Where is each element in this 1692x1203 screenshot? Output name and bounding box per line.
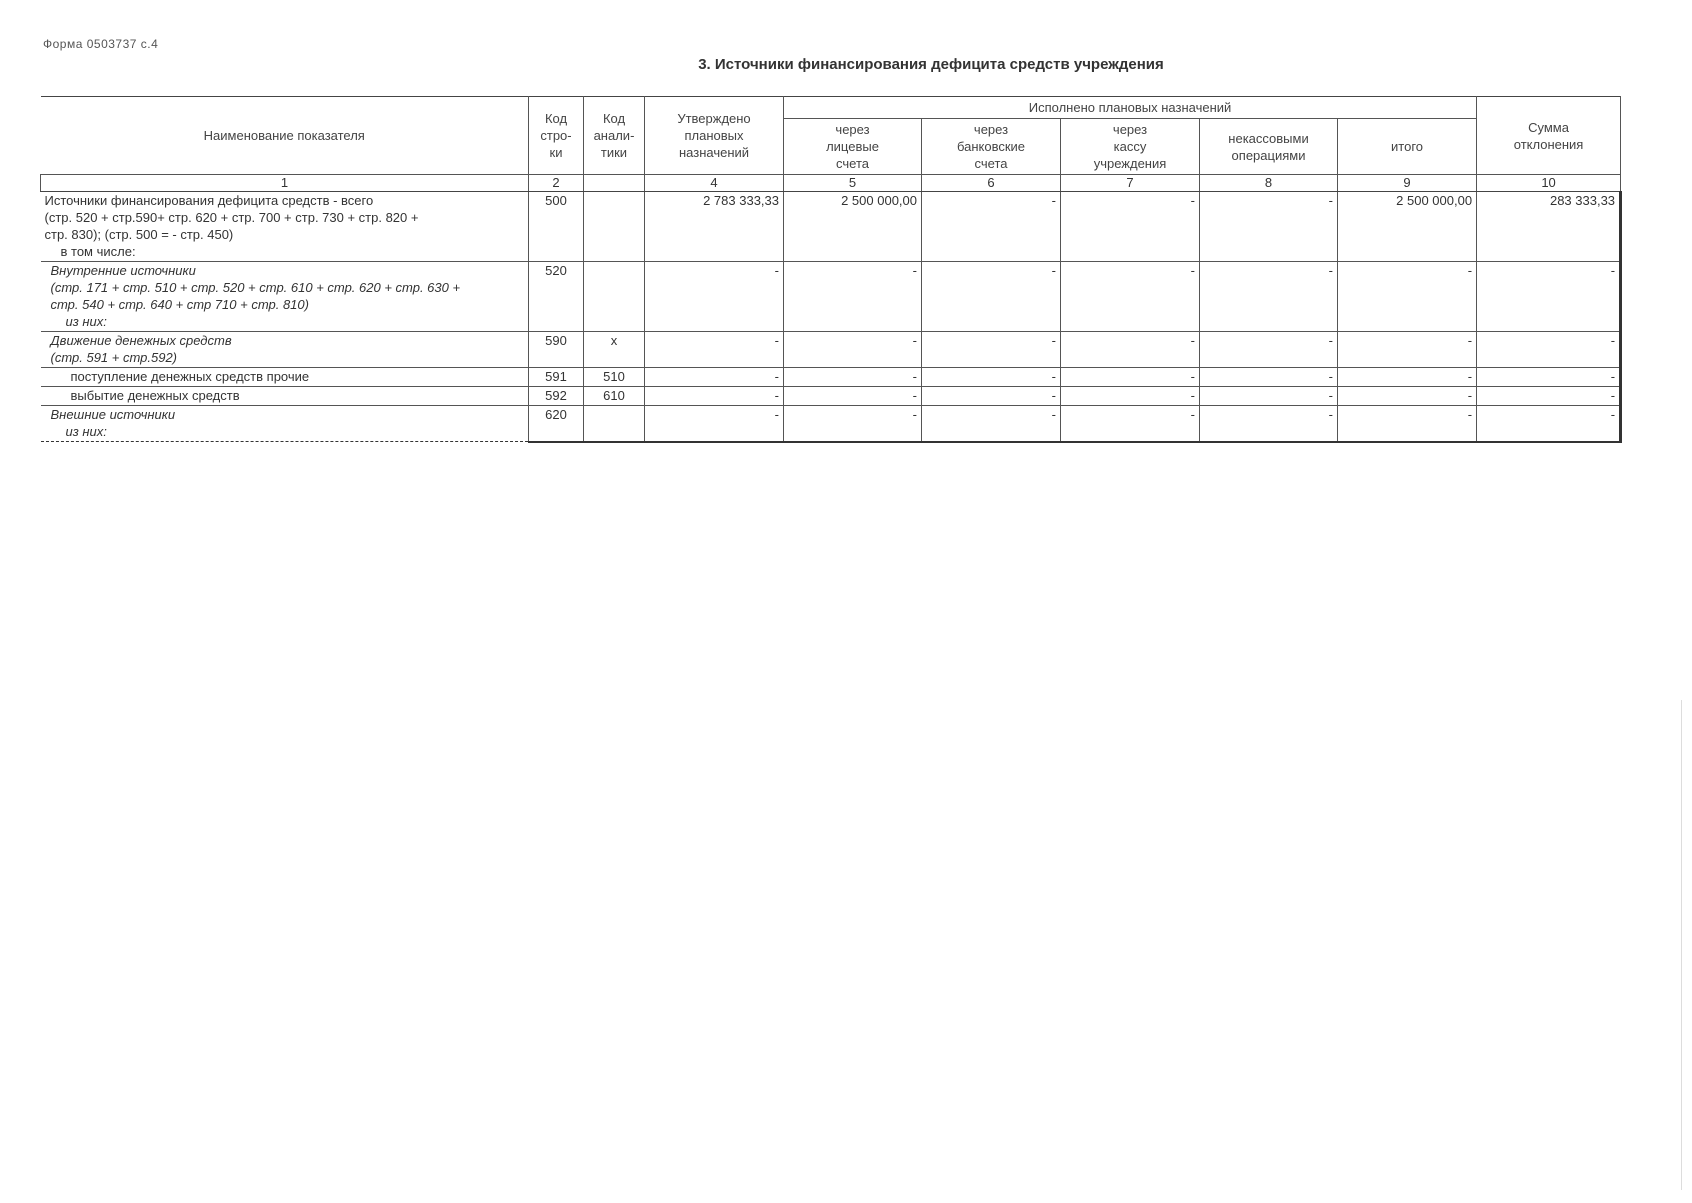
header-via-bank-line: счета	[974, 156, 1008, 171]
value-approved: 2 783 333,33	[645, 192, 784, 262]
row-code: 620	[529, 406, 584, 442]
column-number: 1	[41, 175, 529, 192]
value-via-cash: -	[1061, 406, 1200, 442]
row-name-line: стр. 830); (стр. 500 = - стр. 450)	[44, 227, 234, 242]
row-name	[41, 262, 529, 332]
row-name-line: поступление денежных средств прочие	[70, 369, 310, 384]
header-approved-line: Утверждено	[677, 111, 751, 126]
header-via-personal-accounts	[784, 119, 922, 175]
value-non-cash: -	[1200, 192, 1338, 262]
header-non-cash-line: операциями	[1231, 147, 1306, 163]
value-deviation: -	[1477, 332, 1621, 368]
row-analytic	[584, 192, 645, 262]
row-analytic: x	[584, 332, 645, 368]
value-via-cash: -	[1061, 262, 1200, 332]
table-row	[41, 262, 1621, 332]
header-analytic-code-line: тики	[600, 145, 628, 160]
header-via-cash-line: через	[1112, 122, 1148, 137]
row-name-line: Внутренние источники	[50, 263, 196, 278]
value-approved: -	[645, 387, 784, 406]
column-number: 7	[1061, 175, 1200, 192]
value-via-bank: -	[922, 192, 1061, 262]
column-number	[584, 175, 645, 192]
column-number: 4	[645, 175, 784, 192]
row-analytic	[584, 406, 645, 442]
financing-sources-table	[40, 96, 1622, 443]
value-approved: -	[645, 262, 784, 332]
value-total: 2 500 000,00	[1338, 192, 1477, 262]
header-total: итого	[1338, 119, 1477, 175]
row-name-line: (стр. 591 + стр.592)	[50, 350, 178, 365]
table-row	[41, 387, 1621, 406]
header-via-cash-line: учреждения	[1093, 156, 1167, 171]
value-total: -	[1338, 387, 1477, 406]
row-name	[41, 332, 529, 368]
header-non-cash-operations	[1200, 119, 1338, 175]
value-total: -	[1338, 368, 1477, 387]
value-deviation: -	[1477, 262, 1621, 332]
header-via-cash-desk	[1061, 119, 1200, 175]
header-row-1	[41, 97, 1621, 119]
row-code: 592	[529, 387, 584, 406]
header-analytic-code-line: анали-	[593, 128, 635, 143]
value-non-cash: -	[1200, 368, 1338, 387]
header-via-personal-line: лицевые	[826, 139, 879, 154]
row-code: 500	[529, 192, 584, 262]
row-name-line: выбытие денежных средств	[70, 388, 240, 403]
scan-edge-line	[1681, 700, 1682, 1190]
row-name-line: (стр. 171 + стр. 510 + стр. 520 + стр. 610 + стр. 620 + стр. 630 +	[50, 280, 461, 295]
table-row	[41, 332, 1621, 368]
value-total: -	[1338, 332, 1477, 368]
row-code: 591	[529, 368, 584, 387]
value-via-cash: -	[1061, 332, 1200, 368]
value-via-personal: -	[784, 387, 922, 406]
table-row	[41, 406, 1621, 442]
value-via-bank: -	[922, 262, 1061, 332]
value-via-bank: -	[922, 406, 1061, 442]
value-deviation: 283 333,33	[1477, 192, 1621, 262]
table-row	[41, 368, 1621, 387]
row-analytic	[584, 262, 645, 332]
header-via-bank-line: банковские	[956, 139, 1026, 154]
form-number-label: Форма 0503737 с.4	[43, 37, 159, 51]
column-number: 10	[1477, 175, 1621, 192]
value-via-cash: -	[1061, 192, 1200, 262]
row-name	[41, 387, 529, 406]
header-analytic-code-line: Код	[602, 111, 626, 126]
row-name-line: (стр. 520 + стр.590+ стр. 620 + стр. 700 + стр. 730 + стр. 820 +	[44, 210, 419, 225]
value-deviation: -	[1477, 406, 1621, 442]
value-non-cash: -	[1200, 406, 1338, 442]
value-non-cash: -	[1200, 387, 1338, 406]
header-executed-group: Исполнено плановых назначений	[784, 97, 1477, 119]
header-row-code-line: стро-	[540, 128, 572, 143]
column-number: 6	[922, 175, 1061, 192]
header-via-bank-accounts	[922, 119, 1061, 175]
value-via-personal: 2 500 000,00	[784, 192, 922, 262]
column-number: 8	[1200, 175, 1338, 192]
header-non-cash-line: некассовыми	[1228, 130, 1309, 146]
row-name-line: в том числе:	[60, 244, 136, 259]
row-name-line: из них:	[65, 314, 107, 329]
row-name	[41, 406, 529, 442]
header-row-code	[529, 97, 584, 175]
value-via-bank: -	[922, 332, 1061, 368]
header-approved	[645, 97, 784, 175]
header-via-bank-line: через	[973, 122, 1009, 137]
column-number: 5	[784, 175, 922, 192]
table-row	[41, 192, 1621, 262]
row-name-line: Движение денежных средств	[50, 333, 232, 348]
section-title: 3. Источники финансирования дефицита средств учреждения	[698, 56, 1164, 73]
row-code: 590	[529, 332, 584, 368]
header-indicator-name: Наименование показателя	[41, 97, 529, 175]
value-via-bank: -	[922, 387, 1061, 406]
value-approved: -	[645, 406, 784, 442]
row-analytic: 510	[584, 368, 645, 387]
value-total: -	[1338, 406, 1477, 442]
header-row-code-line: ки	[549, 145, 563, 160]
value-via-personal: -	[784, 406, 922, 442]
value-deviation: -	[1477, 387, 1621, 406]
value-via-cash: -	[1061, 368, 1200, 387]
header-via-personal-line: счета	[836, 156, 869, 171]
header-via-personal-line: через	[835, 122, 870, 137]
header-analytic-code	[584, 97, 645, 175]
row-name-line: Источники финансирования дефицита средств - всего	[44, 193, 374, 208]
value-total: -	[1338, 262, 1477, 332]
header-approved-line: плановых	[684, 128, 744, 143]
row-name-line: из них:	[65, 424, 107, 439]
header-row-code-line: Код	[544, 111, 568, 126]
value-via-bank: -	[922, 368, 1061, 387]
row-name-line: Внешние источники	[50, 407, 176, 422]
value-via-personal: -	[784, 262, 922, 332]
row-analytic: 610	[584, 387, 645, 406]
column-numbers-row	[41, 175, 1621, 192]
value-non-cash: -	[1200, 332, 1338, 368]
row-code: 520	[529, 262, 584, 332]
row-name	[41, 192, 529, 262]
row-name-line: стр. 540 + стр. 640 + стр 710 + стр. 810)	[50, 297, 309, 312]
value-via-personal: -	[784, 332, 922, 368]
value-non-cash: -	[1200, 262, 1338, 332]
header-deviation-line: отклонения	[1513, 136, 1584, 152]
value-approved: -	[645, 332, 784, 368]
header-deviation-line: Сумма	[1528, 119, 1569, 135]
value-via-cash: -	[1061, 387, 1200, 406]
row-name	[41, 368, 529, 387]
value-approved: -	[645, 368, 784, 387]
value-deviation: -	[1477, 368, 1621, 387]
column-number: 9	[1338, 175, 1477, 192]
header-approved-line: назначений	[678, 145, 750, 160]
column-number: 2	[529, 175, 584, 192]
header-deviation	[1477, 97, 1621, 175]
value-via-personal: -	[784, 368, 922, 387]
header-via-cash-line: кассу	[1113, 139, 1147, 154]
